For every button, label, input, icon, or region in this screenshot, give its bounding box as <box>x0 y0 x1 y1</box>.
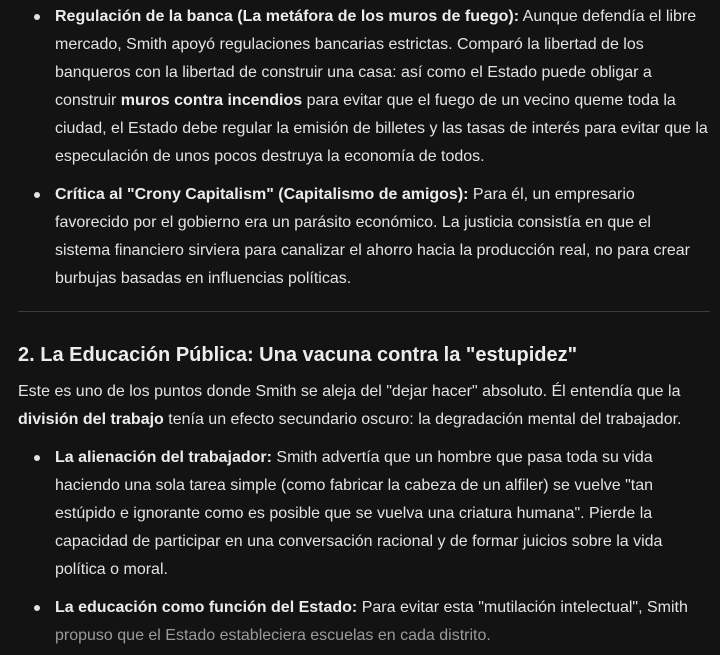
intro-bold-phrase: división del trabajo <box>18 411 164 428</box>
item-text-continued: para evitar que el fuego de un vecino queme toda la ciudad, el Estado debe regular la emisión de billetes y las tasas de interés para evitar que la especulación de unos pocos destruya la economía de todos. <box>55 92 708 165</box>
item-text: Smith advertía que un hombre que pasa toda su vida haciendo una sola tarea simple (como fabricar la cabeza de un alfiler) se vuelve "tan estúpido e ignorante como es posible que se vuelva una criatura humana". Pierde la capacidad de participar en una conversación racional y de formar juicios sobre la vida política o moral. <box>55 449 663 578</box>
item-lead: La alienación del trabajador: <box>55 449 272 466</box>
intro-text: Este es uno de los puntos donde Smith se aleja del "dejar hacer" absoluto. Él entendía que la <box>18 383 681 400</box>
list-item-worker-alienation <box>0 444 720 584</box>
bullet-list-education <box>0 444 720 650</box>
bullet-icon <box>34 605 40 611</box>
bullet-icon <box>34 192 40 198</box>
item-text-streaming: propuso que el Estado estableciera escuelas en cada distrito. <box>55 627 491 644</box>
section-heading: 2. La Educación Pública: Una vacuna contra la "estupidez" <box>18 344 578 366</box>
item-lead: Crítica al "Crony Capitalism" (Capitalismo de amigos): <box>55 186 469 203</box>
bullet-icon <box>34 14 40 20</box>
intro-text-continued: tenía un efecto secundario oscuro: la degradación mental del trabajador. <box>163 411 682 428</box>
item-lead: Regulación de la banca (La metáfora de los muros de fuego): <box>55 8 520 25</box>
bullet-list-banking <box>0 0 720 293</box>
item-text: Aunque defendía el libre mercado, Smith apoyó regulaciones bancarias estrictas. Comparó la libertad de los banqueros con la libertad de construir una casa: así como el Estado puede obligar a construir <box>55 8 697 109</box>
section-intro <box>18 378 710 434</box>
list-item-banking-regulation <box>0 3 720 171</box>
item-text: Para evitar esta "mutilación intelectual", Smith <box>357 599 688 616</box>
section-divider <box>18 311 710 312</box>
list-item-state-education <box>0 594 720 650</box>
list-item-crony-capitalism <box>0 181 720 293</box>
item-bold-phrase: muros contra incendios <box>120 92 303 109</box>
bullet-icon <box>34 455 40 461</box>
item-text: Para él, un empresario favorecido por el gobierno era un parásito económico. La justicia consistía en que el sistema financiero sirviera para canalizar el ahorro hacia la producción real, no para crear burbujas basadas en influencias políticas. <box>55 186 690 287</box>
item-lead: La educación como función del Estado: <box>55 599 358 616</box>
